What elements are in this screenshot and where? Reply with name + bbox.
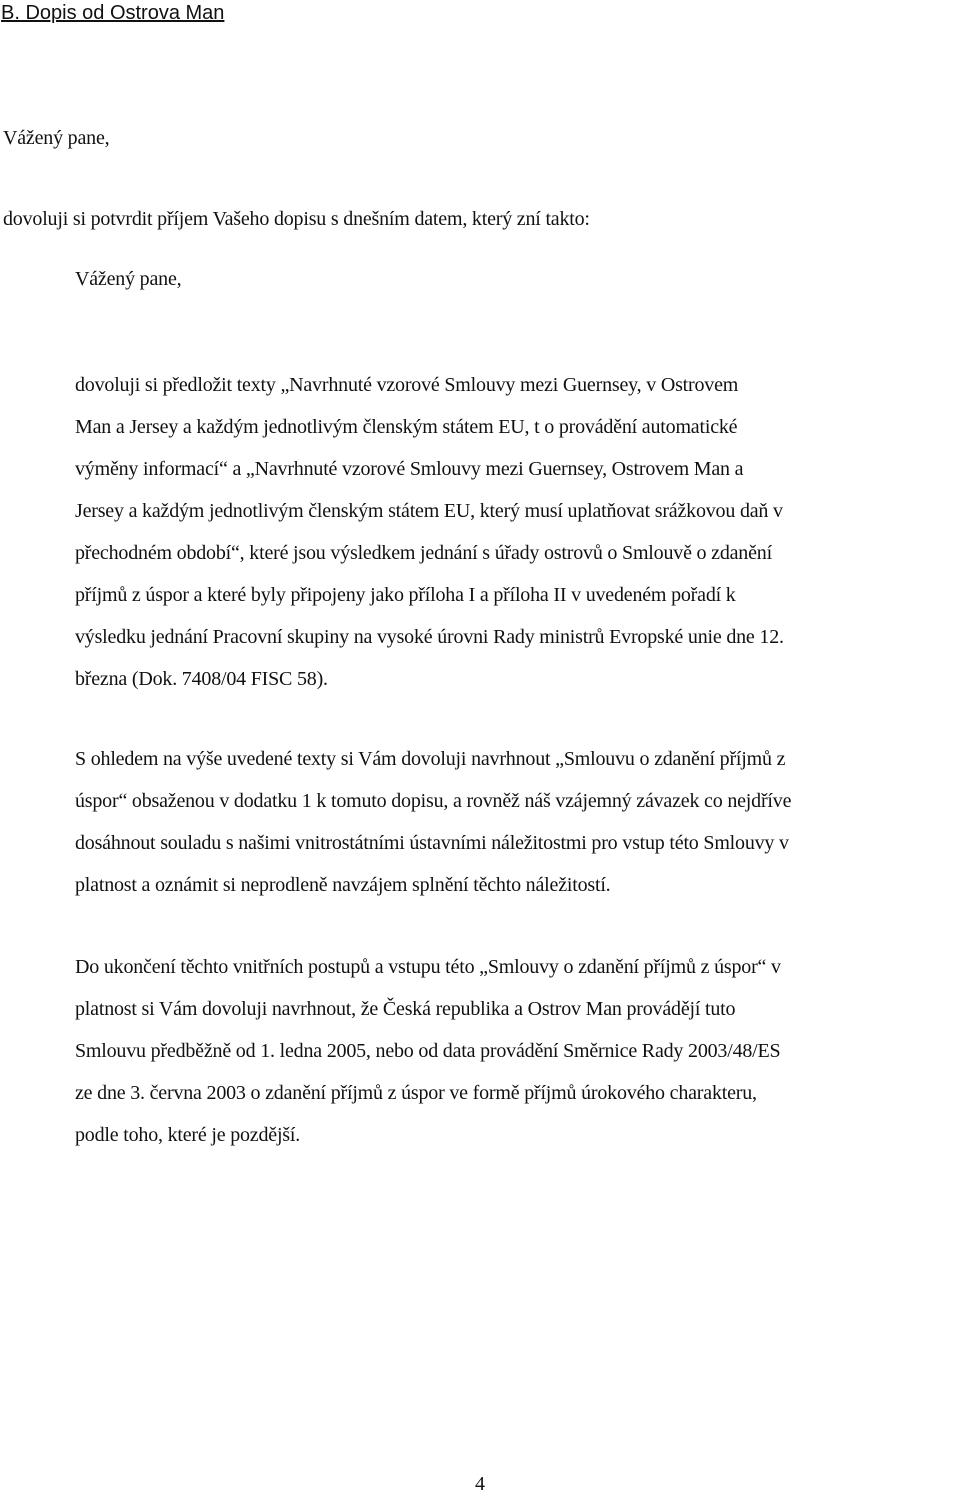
paragraph-2-line: dosáhnout souladu s našimi vnitrostátními ústavními náležitostmi pro vstup této Smlouvy v [75, 832, 789, 854]
paragraph-3-line: ze dne 3. června 2003 o zdanění příjmů z úspor ve formě příjmů úrokového charakteru, [75, 1082, 757, 1104]
paragraph-3-line: podle toho, které je pozdější. [75, 1124, 301, 1146]
paragraph-1-line: března (Dok. 7408/04 FISC 58). [75, 668, 328, 690]
paragraph-3-line: Smlouvu předběžně od 1. ledna 2005, nebo od data provádění Směrnice Rady 2003/48/ES [75, 1040, 781, 1062]
paragraph-2-line: platnost a oznámit si neprodleně navzájem splnění těchto náležitostí. [75, 874, 611, 896]
paragraph-1-line: Jersey a každým jednotlivým členským státem EU, který musí uplatňovat srážkovou daň v [75, 500, 783, 522]
paragraph-1-line: dovoluji si předložit texty „Navrhnuté vzorové Smlouvy mezi Guernsey, v Ostrovem [75, 374, 739, 396]
paragraph-2-line: úspor“ obsaženou v dodatku 1 k tomuto dopisu, a rovněž náš vzájemný závazek co nejdříve [75, 790, 792, 812]
letter-intro: dovoluji si potvrdit příjem Vašeho dopisu s dnešním datem, který zní takto: [3, 208, 590, 230]
paragraph-2-line: S ohledem na výše uvedené texty si Vám dovoluji navrhnout „Smlouvu o zdanění příjmů z [75, 748, 786, 770]
paragraph-1-line: výsledku jednání Pracovní skupiny na vysoké úrovni Rady ministrů Evropské unie dne 12. [75, 626, 784, 648]
paragraph-1-line: výměny informací“ a „Navrhnuté vzorové Smlouvy mezi Guernsey, Ostrovem Man a [75, 458, 744, 480]
paragraph-1-line: přechodném období“, které jsou výsledkem jednání s úřady ostrovů o Smlouvě o zdanění [75, 542, 772, 564]
paragraph-1-line: Man a Jersey a každým jednotlivým členským státem EU, t o provádění automatické [75, 416, 738, 438]
quoted-salutation: Vážený pane, [75, 268, 182, 290]
letter-salutation: Vážený pane, [3, 127, 110, 149]
paragraph-3-line: Do ukončení těchto vnitřních postupů a vstupu této „Smlouvy o zdanění příjmů z úspor“ v [75, 956, 781, 978]
section-heading: B. Dopis od Ostrova Man [1, 2, 225, 24]
page-number: 4 [475, 1473, 485, 1495]
paragraph-3-line: platnost si Vám dovoluji navrhnout, že Česká republika a Ostrov Man provádějí tuto [75, 998, 736, 1020]
paragraph-1-line: příjmů z úspor a které byly připojeny jako příloha I a příloha II v uvedeném pořadí k [75, 584, 736, 606]
